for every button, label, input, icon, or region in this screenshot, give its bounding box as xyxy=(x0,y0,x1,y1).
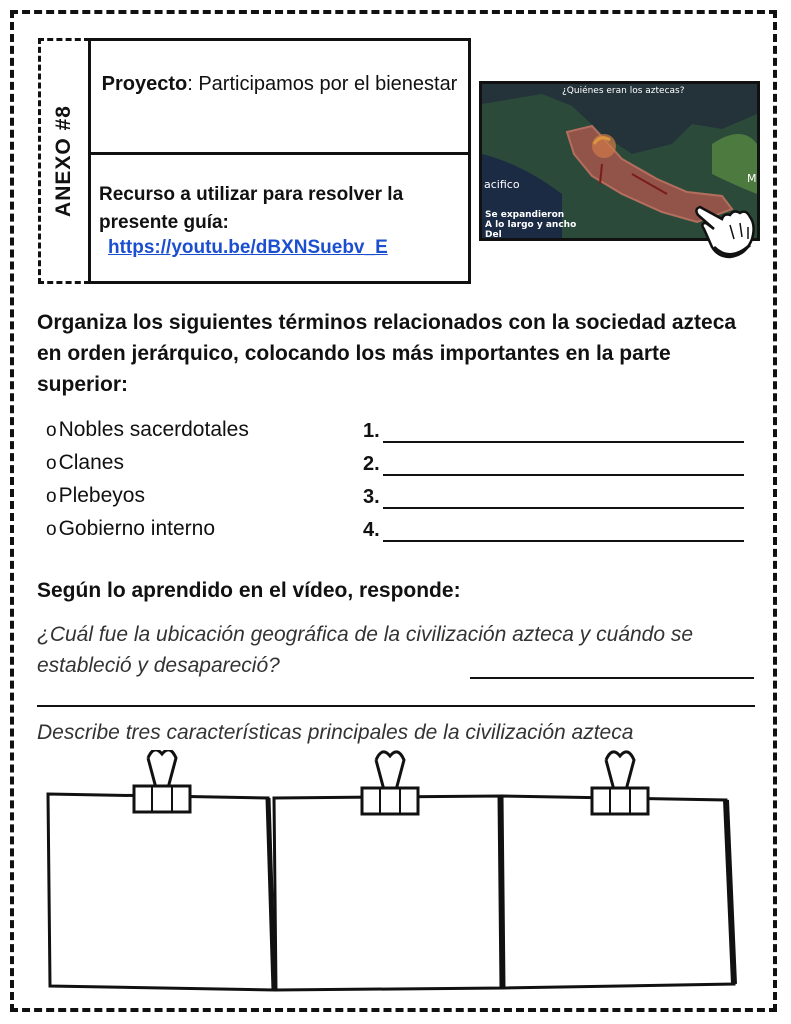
video-link[interactable]: https://youtu.be/dBXNSuebv_E xyxy=(108,237,388,258)
answer-number: 3. xyxy=(363,486,380,508)
answer-number: 1. xyxy=(363,420,380,442)
map-label-right: M xyxy=(747,172,757,185)
term-item xyxy=(46,517,215,541)
bullet: o xyxy=(46,486,57,507)
map-title: ¿Quiénes eran los aztecas? xyxy=(562,86,685,96)
answer-row-1 xyxy=(363,420,744,443)
describe-prompt: Describe tres características principales de la civilización azteca xyxy=(37,721,634,744)
bullet: o xyxy=(46,420,57,441)
anexo-label: ANEXO #8 xyxy=(52,105,75,217)
note-card-3[interactable] xyxy=(502,796,734,988)
pointing-hand-icon xyxy=(690,195,760,265)
answer-blank-line[interactable] xyxy=(37,705,755,707)
header-box xyxy=(88,38,471,284)
answer-number: 4. xyxy=(363,519,380,541)
map-label-left: acifico xyxy=(484,178,520,191)
answer-row-2 xyxy=(363,453,744,476)
project-title xyxy=(91,71,468,97)
note-cards xyxy=(44,750,744,995)
note-card-2[interactable] xyxy=(274,796,502,990)
answer-row-3 xyxy=(363,486,744,509)
note-card-1[interactable] xyxy=(48,794,274,990)
answer-blank[interactable] xyxy=(383,421,744,443)
map-caption-2: A lo largo y ancho xyxy=(485,220,577,230)
answer-number: 2. xyxy=(363,453,380,475)
term-text: Gobierno interno xyxy=(58,517,216,540)
binder-clip-icon xyxy=(592,752,648,814)
map-caption-3: Del xyxy=(485,230,502,240)
answer-blank[interactable] xyxy=(383,487,744,509)
binder-clip-icon xyxy=(362,752,418,814)
project-label: Proyecto xyxy=(101,73,188,95)
term-text: Nobles sacerdotales xyxy=(58,418,249,441)
term-item xyxy=(46,484,145,508)
answer-blank[interactable] xyxy=(383,454,744,476)
bullet: o xyxy=(46,519,57,540)
bullet: o xyxy=(46,453,57,474)
instructions: Organiza los siguientes términos relacionados con la sociedad azteca en orden jerárquico, colocando los más importantes en la parte superior: xyxy=(37,311,737,396)
answer-blank[interactable] xyxy=(383,520,744,542)
map-caption-1: Se expandieron xyxy=(485,210,565,220)
project-name: : Participamos por el bienestar xyxy=(187,73,458,95)
answer-blank-line[interactable] xyxy=(470,677,754,679)
resource-text: Recurso a utilizar para resolver la presente guía: xyxy=(99,184,404,233)
section-title: Según lo aprendido en el vídeo, responde: xyxy=(37,579,461,602)
term-text: Plebeyos xyxy=(58,484,145,507)
term-item xyxy=(46,451,124,475)
question-text: ¿Cuál fue la ubicación geográfica de la civilización azteca y cuándo se estableció y desapareció? xyxy=(37,623,694,677)
answer-row-4 xyxy=(363,519,744,542)
term-text: Clanes xyxy=(58,451,124,474)
term-item xyxy=(46,418,249,442)
binder-clip-icon xyxy=(134,750,190,812)
header-divider xyxy=(91,152,468,155)
